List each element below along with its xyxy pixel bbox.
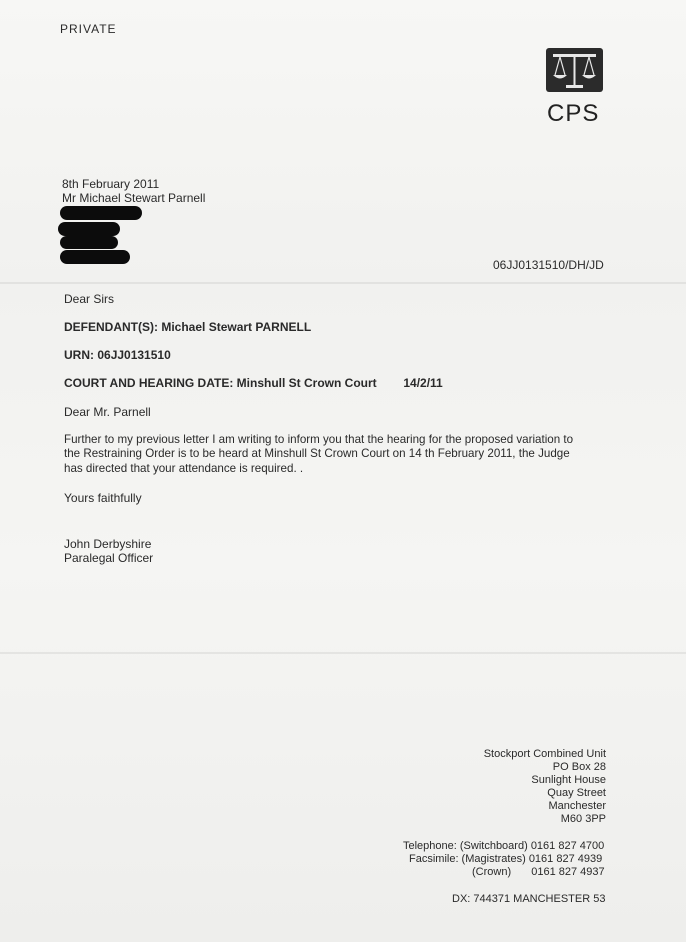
defendant-name: Michael Stewart PARNELL — [161, 320, 312, 334]
office-address-line: Stockport Combined Unit — [483, 748, 606, 760]
court-label: COURT AND HEARING DATE: — [64, 376, 234, 390]
body-line: the Restraining Order is to be heard at Minshull St Crown Court on 14 th February 2011, the Judge — [64, 447, 570, 460]
office-address-line: Manchester — [548, 800, 606, 812]
office-address-line: Sunlight House — [531, 774, 606, 786]
signatory-name: John Derbyshire — [64, 537, 152, 551]
closing: Yours faithfully — [64, 491, 142, 505]
facsimile-crown-label: (Crown) — [472, 866, 512, 878]
court-value: Minshull St Crown Court — [236, 376, 377, 390]
body-line: Further to my previous letter I am writing to inform you that the hearing for the proposed variation to — [64, 433, 574, 446]
salutation-general: Dear Sirs — [64, 292, 115, 306]
redacted-address-line — [60, 236, 118, 249]
body-line: has directed that your attendance is required. . — [64, 462, 304, 475]
urn-value: 06JJ0131510 — [97, 348, 171, 362]
private-label: PRIVATE — [60, 22, 117, 36]
letter-date: 8th February 2011 — [62, 177, 160, 191]
telephone-number: 0161 827 4700 — [530, 840, 605, 852]
urn-label: URN: — [64, 348, 94, 362]
redacted-address-line — [58, 222, 120, 236]
redacted-address-line — [60, 250, 130, 264]
telephone-row — [403, 840, 604, 852]
facsimile-number: 0161 827 4939 — [528, 853, 603, 865]
cps-logo-icon — [546, 48, 603, 92]
paper-fold — [0, 652, 686, 654]
office-address-line: M60 3PP — [560, 813, 606, 825]
dx-number: DX: 744371 MANCHESTER 53 — [452, 893, 606, 905]
cps-logo-text: CPS — [547, 100, 600, 127]
defendant-label: DEFENDANT(S): — [64, 320, 158, 334]
recipient-name: Mr Michael Stewart Parnell — [62, 191, 206, 205]
court-hearing-line — [64, 376, 443, 390]
facsimile-crown-number: 0161 827 4937 — [531, 866, 605, 878]
urn-line — [64, 348, 171, 362]
office-address-line: PO Box 28 — [552, 761, 606, 773]
office-address-line: Quay Street — [547, 787, 606, 799]
redacted-address-line — [60, 206, 142, 220]
telephone-label: Telephone: (Switchboard) — [403, 840, 528, 852]
hearing-date: 14/2/11 — [403, 376, 443, 390]
facsimile-crown-row — [472, 866, 605, 878]
facsimile-row — [409, 853, 602, 865]
facsimile-label: Facsimile: (Magistrates) — [409, 853, 526, 865]
paper-fold — [0, 282, 686, 284]
salutation-personal: Dear Mr. Parnell — [64, 405, 151, 419]
signatory-title: Paralegal Officer — [64, 551, 154, 565]
defendant-line — [64, 320, 311, 334]
reference-number: 06JJ0131510/DH/JD — [493, 258, 604, 272]
